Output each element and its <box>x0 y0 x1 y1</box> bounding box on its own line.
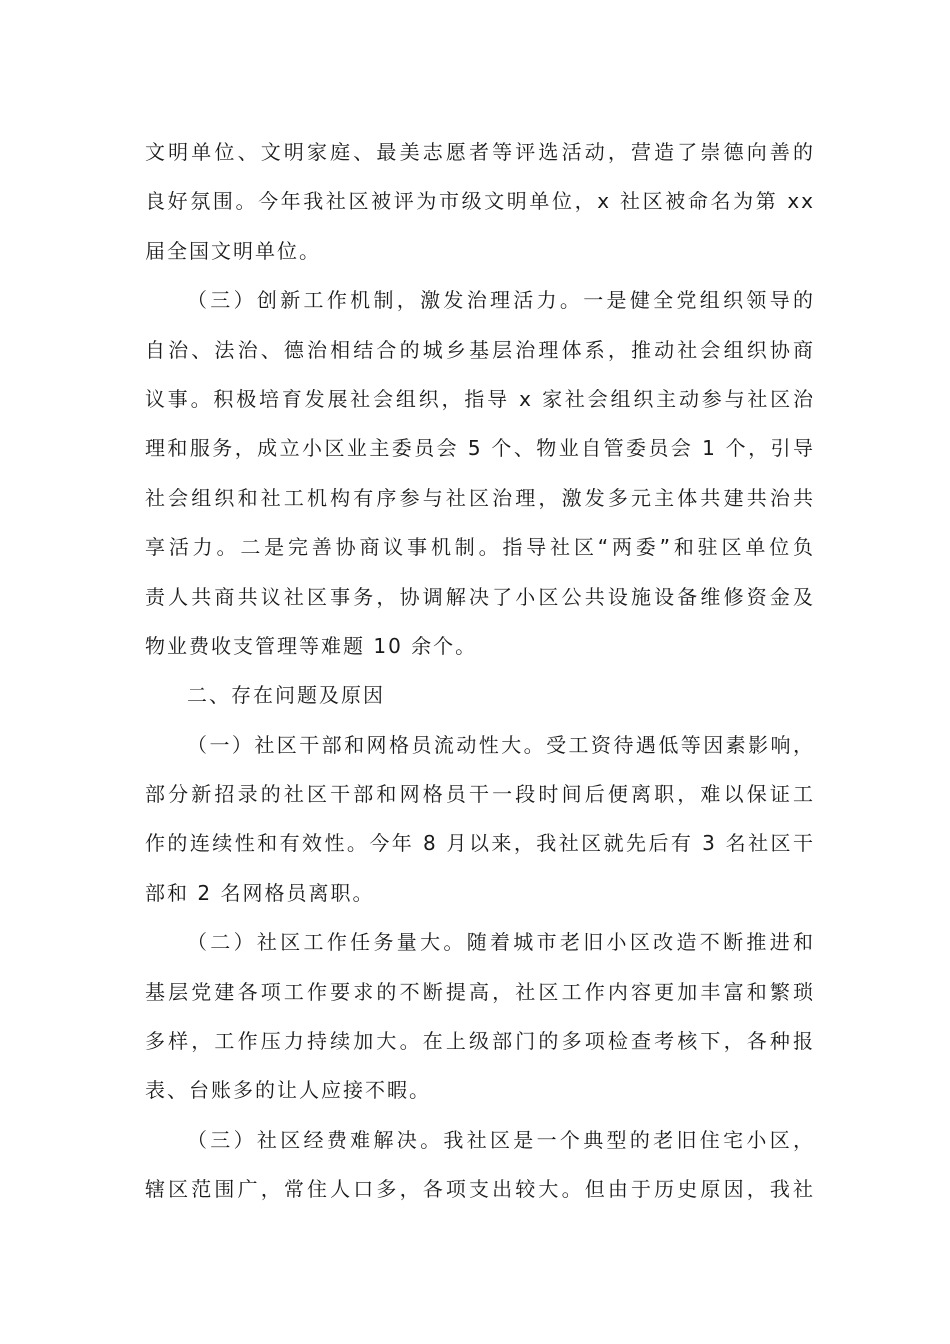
text-line: 部分新招录的社区干部和网格员干一段时间后便离职，难以保证工 <box>145 782 815 807</box>
text-line: （二）社区工作任务量大。随着城市老旧小区改造不断推进和 <box>187 930 815 955</box>
text-line: （一）社区干部和网格员流动性大。受工资待遇低等因素影响， <box>187 732 815 757</box>
text-line: 表、台账多的让人应接不暇。 <box>145 1078 431 1103</box>
text-line: 享活力。二是完善协商议事机制。指导社区“两委”和驻区单位负 <box>145 535 815 560</box>
text-line: （三）创新工作机制，激发治理活力。一是健全党组织领导的 <box>187 288 815 313</box>
text-line: 社会组织和社工机构有序参与社区治理，激发多元主体共建共治共 <box>145 485 815 510</box>
text-line: 基层党建各项工作要求的不断提高，社区工作内容更加丰富和繁琐 <box>145 979 815 1004</box>
text-line: 二、存在问题及原因 <box>187 683 385 708</box>
text-line: 部和 2 名网格员离职。 <box>145 880 375 905</box>
text-line: 良好氛围。今年我社区被评为市级文明单位，x 社区被命名为第 xx <box>145 189 815 214</box>
text-line: 理和服务，成立小区业主委员会 5 个、物业自管委员会 1 个，引导 <box>145 436 815 461</box>
text-line: 物业费收支管理等难题 10 余个。 <box>145 633 478 658</box>
text-line: 议事。积极培育发展社会组织，指导 x 家社会组织主动参与社区治 <box>145 386 815 411</box>
text-line: 多样，工作压力持续加大。在上级部门的多项检查考核下，各种报 <box>145 1029 815 1054</box>
text-line: 责人共商共议社区事务，协调解决了小区公共设施设备维修资金及 <box>145 584 815 609</box>
text-line: 作的连续性和有效性。今年 8 月以来，我社区就先后有 3 名社区干 <box>145 831 815 856</box>
text-line: 届全国文明单位。 <box>145 238 321 263</box>
text-line: 辖区范围广，常住人口多，各项支出较大。但由于历史原因，我社 <box>145 1177 815 1202</box>
document-body <box>145 128 815 1215</box>
text-line: 文明单位、文明家庭、最美志愿者等评选活动，营造了崇德向善的 <box>145 140 815 164</box>
text-line: 自治、法治、德治相结合的城乡基层治理体系，推动社会组织协商 <box>145 337 815 362</box>
text-line: （三）社区经费难解决。我社区是一个典型的老旧住宅小区， <box>187 1127 815 1152</box>
